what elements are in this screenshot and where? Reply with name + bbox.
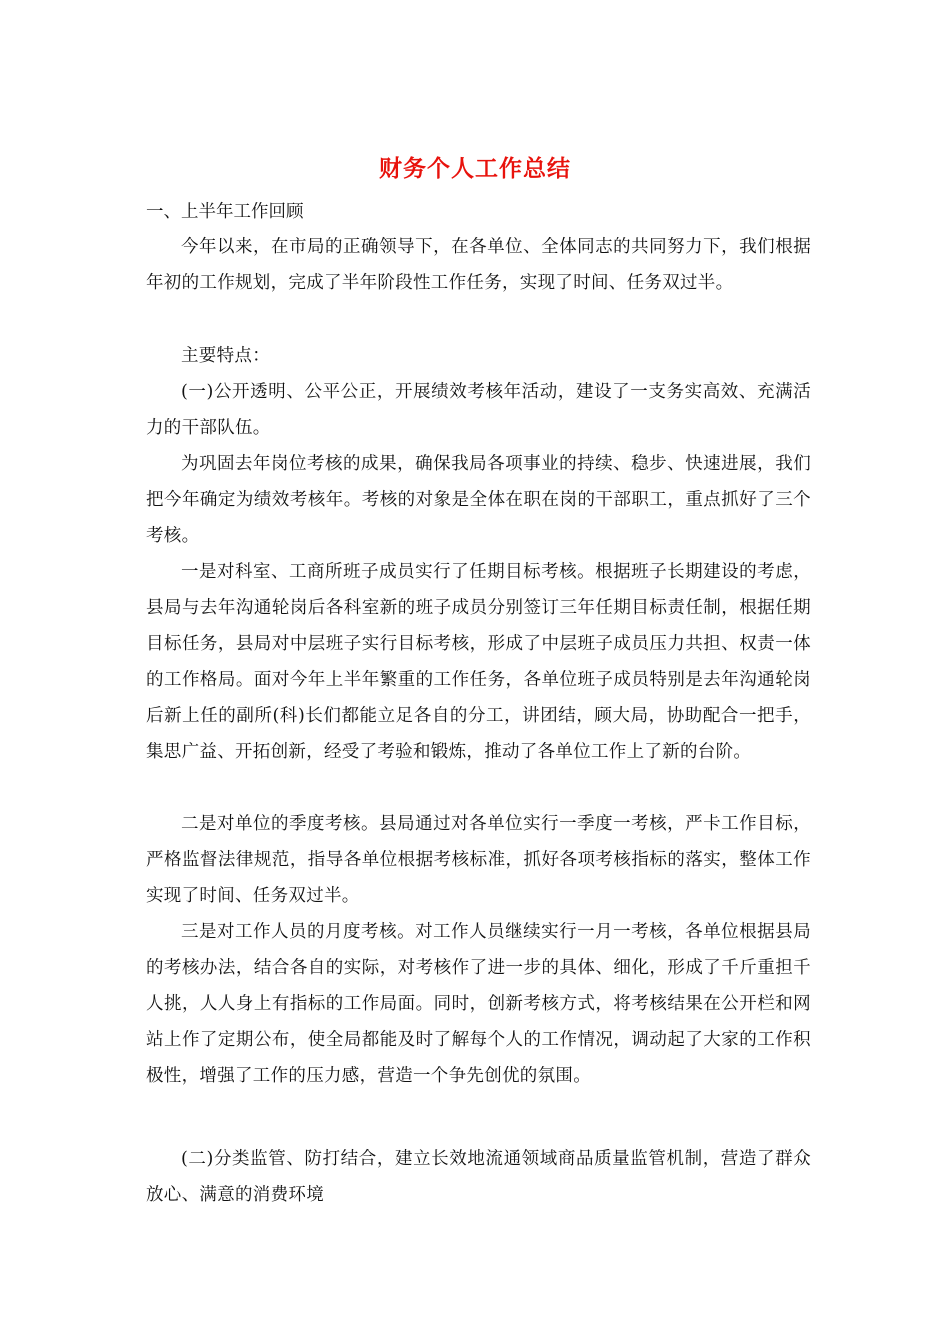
paragraph-key-features-label: 主要特点： bbox=[181, 346, 270, 366]
document-title: 财务个人工作总结 bbox=[379, 155, 571, 182]
paragraph-consolidate: 为巩固去年岗位考核的成果，确保我局各项事业的持续、稳步、快速进展，我们把今年确定为绩效考核年。考核的对象是全体在职在岗的干部职工，重点抓好了三个考核。 bbox=[146, 454, 811, 546]
paragraph-item-two: (二)分类监管、防打结合，建立长效地流通领域商品质量监管机制，营造了群众放心、满意的消费环境 bbox=[146, 1149, 811, 1205]
paragraph-intro: 今年以来，在市局的正确领导下，在各单位、全体同志的共同努力下，我们根据年初的工作规划，完成了半年阶段性工作任务，实现了时间、任务双过半。 bbox=[146, 237, 811, 293]
paragraph-second-assessment: 二是对单位的季度考核。县局通过对各单位实行一季度一考核，严卡工作目标，严格监督法律规范，指导各单位根据考核标准，抓好各项考核指标的落实，整体工作实现了时间、任务双过半。 bbox=[146, 814, 811, 906]
paragraph-first-assessment: 一是对科室、工商所班子成员实行了任期目标考核。根据班子长期建设的考虑，县局与去年沟通轮岗后各科室新的班子成员分别签订三年任期目标责任制，根据任期目标任务，县局对中层班子实行目标考核，形成了中层班子成员压力共担、权责一体的工作格局。面对今年上半年繁重的工作任务，各单位班子成员特别是去年沟通轮岗后新上任的副所(科)长们都能立足各自的分工，讲团结，顾大局，协助配合一把手，集思广益、开拓创新，经受了考验和锻炼，推动了各单位工作上了新的台阶。 bbox=[146, 562, 811, 762]
paragraph-third-assessment: 三是对工作人员的月度考核。对工作人员继续实行一月一考核，各单位根据县局的考核办法，结合各自的实际，对考核作了进一步的具体、细化，形成了千斤重担千人挑，人人身上有指标的工作局面。同时，创新考核方式，将考核结果在公开栏和网站上作了定期公布，使全局都能及时了解每个人的工作情况，调动起了大家的工作积极性，增强了工作的压力感，营造一个争先创优的氛围。 bbox=[146, 922, 811, 1086]
section-heading: 一、上半年工作回顾 bbox=[146, 202, 304, 222]
paragraph-item-one: (一)公开透明、公平公正，开展绩效考核年活动，建设了一支务实高效、充满活力的干部队伍。 bbox=[146, 382, 811, 438]
